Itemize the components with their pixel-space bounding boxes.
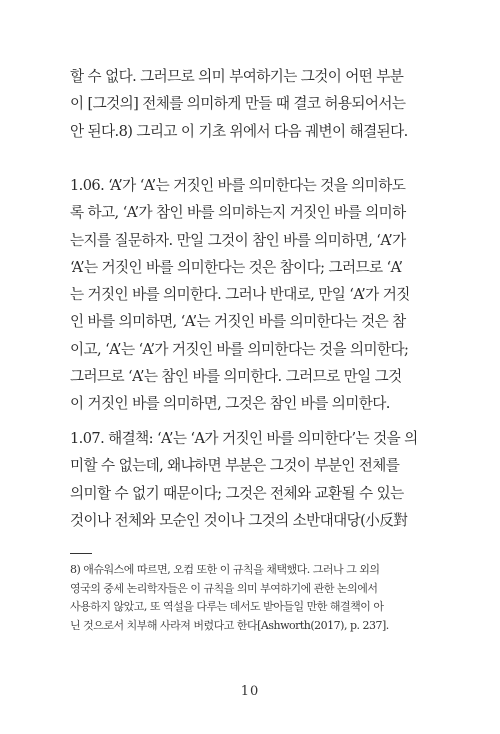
text-line: 이 [그것의] 전체를 의미하게 만들 때 결코 허용되어서는 <box>70 95 406 113</box>
text-line: ‘A’는 거짓인 바를 의미한다는 것은 참이다; 그러므로 ‘A’ <box>70 258 403 276</box>
page-number: 10 <box>240 684 260 699</box>
footnote-divider <box>70 553 92 554</box>
text-line: 록 하고, ‘A’가 참인 바를 의미하는지 거짓인 바를 의미하 <box>70 204 406 222</box>
text-line: 는지를 질문하자. 만일 그것이 참인 바를 의미하면, ‘A’가 <box>70 231 406 249</box>
text-line: 그러므로 ‘A’는 참인 바를 의미한다. 그러므로 만일 그것 <box>70 368 402 386</box>
text-line: 이 거짓인 바를 의미하면, 그것은 참인 바를 의미한다. <box>70 395 390 413</box>
paragraph-1-07 <box>70 425 434 534</box>
text-line: 이고, ‘A’는 ‘A’가 거짓인 바를 의미한다는 것을 의미한다; <box>70 340 409 358</box>
footnote-line: 사용하지 않았고, 또 역설을 다루는 데서도 받아들일 만한 해결책이 아 <box>70 600 384 613</box>
text-line: 1.07. 해결책: ‘A’는 ‘A가 거짓인 바를 의미한다’는 것을 의 <box>70 430 418 447</box>
text-line: 인 바를 의미하면, ‘A’는 거짓인 바를 의미한다는 것은 참 <box>70 313 406 331</box>
footnote-line: 8) 애슈워스에 따르면, 오컴 또한 이 규칙을 채택했다. 그러나 그 외의 <box>70 563 380 576</box>
text-line: 할 수 없다. 그러므로 의미 부여하기는 그것이 어떤 부분 <box>70 68 404 85</box>
paragraph-1 <box>70 63 434 145</box>
footnote-line: 닌 것으로서 치부해 사라져 버렸다고 한다[Ashworth(2017), p. 237]. <box>70 618 389 632</box>
paragraph-1-06 <box>70 172 434 418</box>
footnote <box>70 561 434 635</box>
text-line: 의미할 수 없기 때문이다; 그것은 전체와 교환될 수 있는 <box>70 484 404 502</box>
text-line: 미할 수 없는데, 왜냐하면 부분은 그것이 부분인 전체를 <box>70 457 400 475</box>
text-line: 것이나 전체와 모순인 것이나 그것의 소반대대당(小反對 <box>70 511 408 529</box>
text-line: 1.06. ‘A’가 ‘A’는 거짓인 바를 의미한다는 것을 의미하도 <box>70 177 406 194</box>
text-line: 는 거짓인 바를 의미한다. 그러나 반대로, 만일 ‘A’가 거짓 <box>70 286 410 304</box>
footnote-line: 영국의 중세 논리학자들은 이 규칙을 의미 부여하기에 관한 논의에서 <box>70 581 378 595</box>
text-line: 안 된다.8) 그리고 이 기초 위에서 다음 궤변이 해결된다. <box>70 122 408 140</box>
